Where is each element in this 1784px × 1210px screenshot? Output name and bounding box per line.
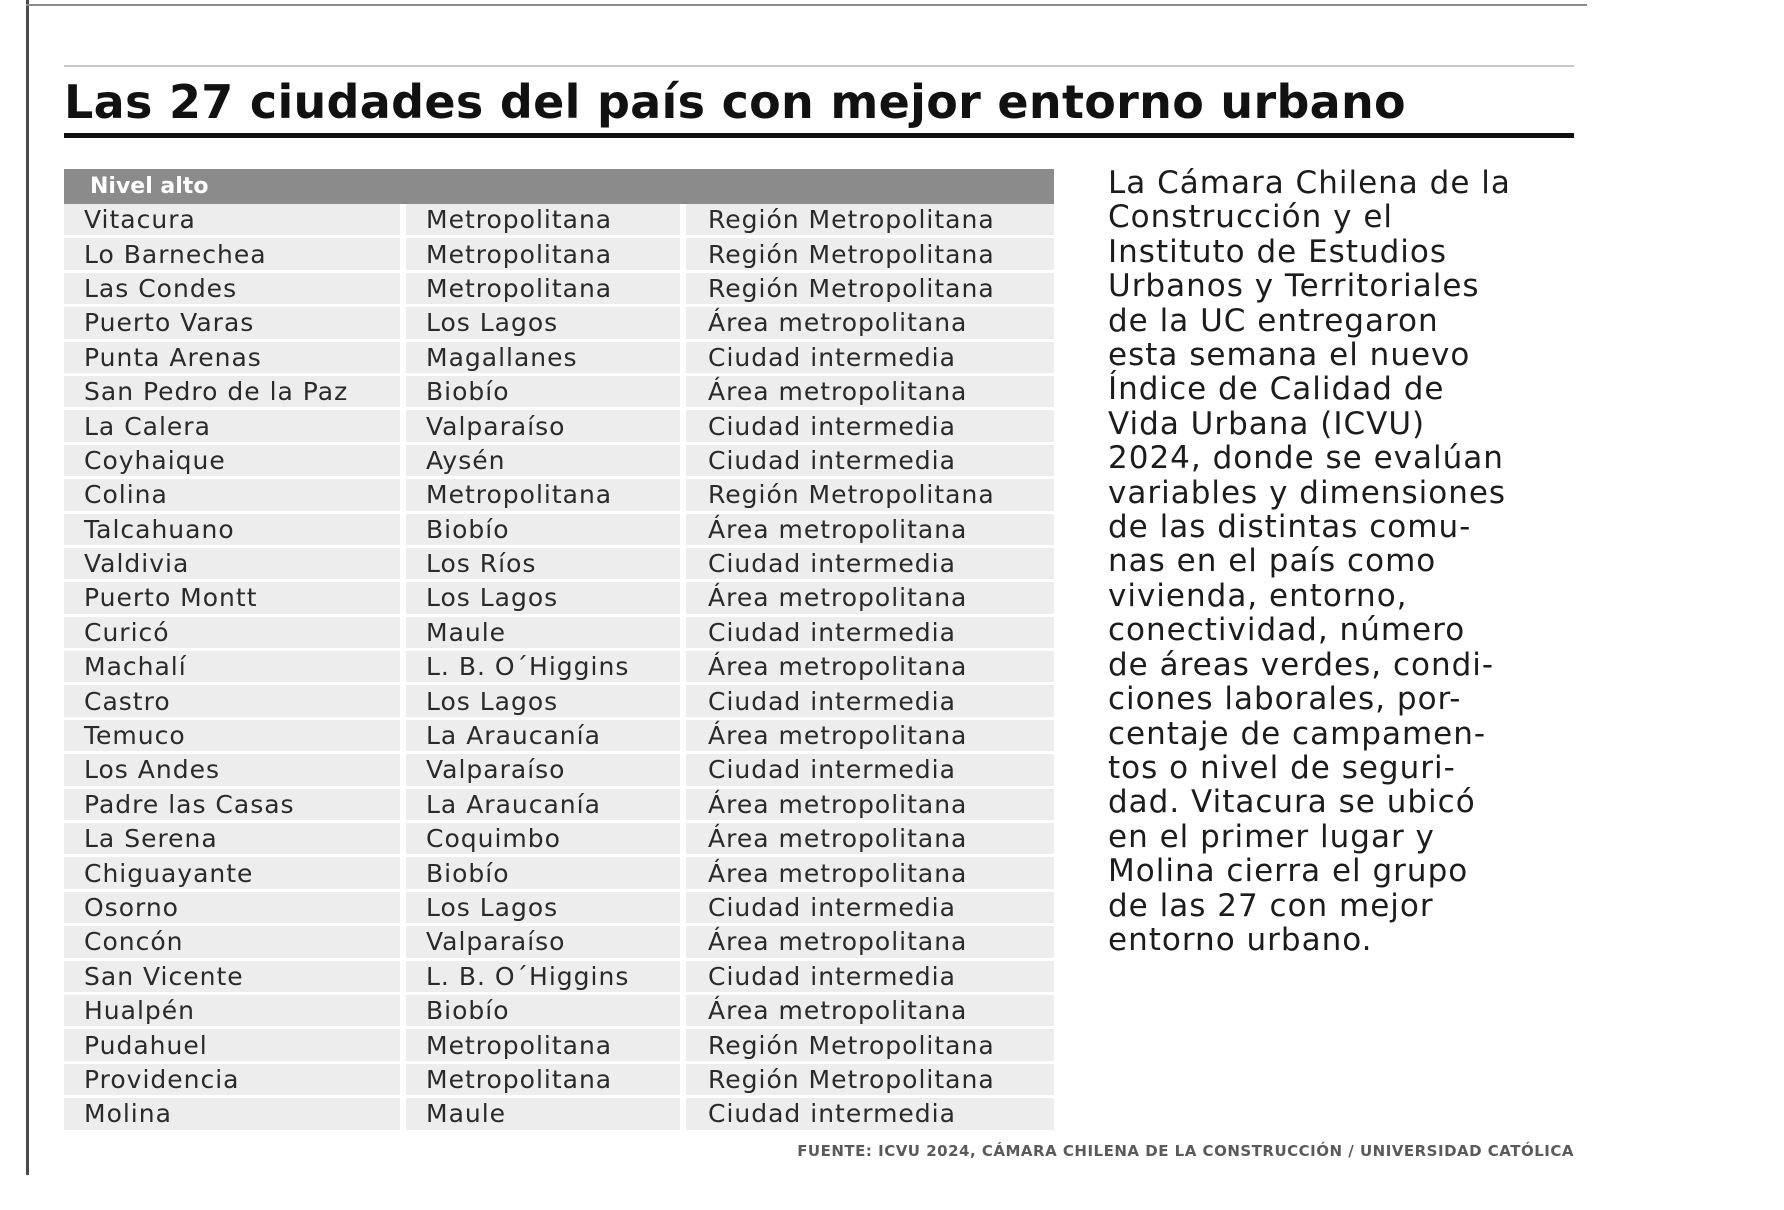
city-cell: La Serena <box>64 823 406 857</box>
category-cell: Área metropolitana <box>686 789 1054 823</box>
title-underline <box>64 133 1574 138</box>
city-cell: Talcahuano <box>64 514 406 548</box>
category-cell: Ciudad intermedia <box>686 342 1054 376</box>
category-cell: Área metropolitana <box>686 376 1054 410</box>
region-cell: Los Ríos <box>406 548 686 582</box>
region-cell: Maule <box>406 1098 686 1132</box>
region-cell: Los Lagos <box>406 582 686 616</box>
article-text: La Cámara Chilena de la Construcción y el Instituto de Estudios Urbanos y Territoriales de la UC entregaron esta semana el nuevo Índice de Calidad de Vida Urbana (ICVU) 2024, donde se evalúan variables y dimensiones de las distintas comu- nas en el país como vivienda, entorno, conectividad, número de áreas verdes, condi- ciones laborales, por- centaje de campamen- tos o nivel de seguri- dad. Vitacura se ubicó en el primer lugar y Molina cierra el grupo de las 27 con mejor entorno urbano. <box>1108 165 1511 958</box>
table-row <box>64 514 1054 548</box>
category-cell: Área metropolitana <box>686 582 1054 616</box>
table-row <box>64 892 1054 926</box>
category-cell: Región Metropolitana <box>686 1029 1054 1063</box>
city-cell: La Calera <box>64 410 406 444</box>
category-cell: Ciudad intermedia <box>686 617 1054 651</box>
category-cell: Área metropolitana <box>686 926 1054 960</box>
page-title: Las 27 ciudades del país con mejor entorno urbano <box>64 75 1406 129</box>
city-cell: Osorno <box>64 892 406 926</box>
table-row <box>64 410 1054 444</box>
category-cell: Región Metropolitana <box>686 238 1054 272</box>
region-cell: Biobío <box>406 995 686 1029</box>
category-cell: Área metropolitana <box>686 307 1054 341</box>
region-cell: Metropolitana <box>406 238 686 272</box>
table-row <box>64 238 1054 272</box>
city-cell: Vitacura <box>64 204 406 238</box>
city-cell: Providencia <box>64 1064 406 1098</box>
city-cell: Colina <box>64 479 406 513</box>
category-cell: Área metropolitana <box>686 823 1054 857</box>
category-cell: Región Metropolitana <box>686 1064 1054 1098</box>
region-cell: Los Lagos <box>406 685 686 719</box>
category-cell: Área metropolitana <box>686 857 1054 891</box>
category-cell: Región Metropolitana <box>686 479 1054 513</box>
city-cell: Machalí <box>64 651 406 685</box>
city-cell: Chiguayante <box>64 857 406 891</box>
region-cell: Metropolitana <box>406 479 686 513</box>
region-cell: Metropolitana <box>406 273 686 307</box>
top-border-rule <box>26 4 1587 6</box>
table-row <box>64 754 1054 788</box>
table-row <box>64 926 1054 960</box>
city-cell: Concón <box>64 926 406 960</box>
table-header-nivel-alto: Nivel alto <box>64 169 1054 204</box>
region-cell: Metropolitana <box>406 204 686 238</box>
city-cell: Puerto Montt <box>64 582 406 616</box>
table-row <box>64 342 1054 376</box>
category-cell: Ciudad intermedia <box>686 445 1054 479</box>
category-cell: Ciudad intermedia <box>686 961 1054 995</box>
table-row <box>64 789 1054 823</box>
table-row <box>64 273 1054 307</box>
region-cell: Biobío <box>406 376 686 410</box>
city-cell: Las Condes <box>64 273 406 307</box>
region-cell: Valparaíso <box>406 926 686 960</box>
city-cell: Puerto Varas <box>64 307 406 341</box>
category-cell: Región Metropolitana <box>686 204 1054 238</box>
city-cell: Curicó <box>64 617 406 651</box>
table-row <box>64 582 1054 616</box>
region-cell: La Araucanía <box>406 789 686 823</box>
region-cell: Los Lagos <box>406 892 686 926</box>
city-cell: Valdivia <box>64 548 406 582</box>
region-cell: Aysén <box>406 445 686 479</box>
source-credit: FUENTE: ICVU 2024, CÁMARA CHILENA DE LA CONSTRUCCIÓN / UNIVERSIDAD CATÓLICA <box>797 1142 1574 1160</box>
region-cell: Valparaíso <box>406 754 686 788</box>
region-cell: Biobío <box>406 857 686 891</box>
city-cell: Los Andes <box>64 754 406 788</box>
city-cell: Hualpén <box>64 995 406 1029</box>
city-cell: Pudahuel <box>64 1029 406 1063</box>
region-cell: Biobío <box>406 514 686 548</box>
city-cell: San Pedro de la Paz <box>64 376 406 410</box>
city-cell: Molina <box>64 1098 406 1132</box>
category-cell: Área metropolitana <box>686 720 1054 754</box>
region-cell: Maule <box>406 617 686 651</box>
region-cell: L. B. O´Higgins <box>406 651 686 685</box>
region-cell: Metropolitana <box>406 1064 686 1098</box>
city-cell: Castro <box>64 685 406 719</box>
category-cell: Ciudad intermedia <box>686 410 1054 444</box>
table-row <box>64 823 1054 857</box>
city-cell: Coyhaique <box>64 445 406 479</box>
table-row <box>64 548 1054 582</box>
region-cell: L. B. O´Higgins <box>406 961 686 995</box>
table-row <box>64 1029 1054 1063</box>
table-row <box>64 376 1054 410</box>
category-cell: Ciudad intermedia <box>686 548 1054 582</box>
table-row <box>64 1064 1054 1098</box>
table-row <box>64 857 1054 891</box>
table-row <box>64 1098 1054 1132</box>
city-cell: Temuco <box>64 720 406 754</box>
region-cell: La Araucanía <box>406 720 686 754</box>
table-row <box>64 720 1054 754</box>
left-border-rule <box>26 0 29 1175</box>
table-row <box>64 995 1054 1029</box>
category-cell: Ciudad intermedia <box>686 754 1054 788</box>
table-row <box>64 651 1054 685</box>
category-cell: Ciudad intermedia <box>686 685 1054 719</box>
table-row <box>64 479 1054 513</box>
title-top-rule <box>64 65 1574 67</box>
city-cell: Lo Barnechea <box>64 238 406 272</box>
table-row <box>64 685 1054 719</box>
category-cell: Área metropolitana <box>686 995 1054 1029</box>
category-cell: Ciudad intermedia <box>686 1098 1054 1132</box>
region-cell: Valparaíso <box>406 410 686 444</box>
city-cell: Punta Arenas <box>64 342 406 376</box>
region-cell: Magallanes <box>406 342 686 376</box>
region-cell: Los Lagos <box>406 307 686 341</box>
category-cell: Área metropolitana <box>686 514 1054 548</box>
category-cell: Área metropolitana <box>686 651 1054 685</box>
table-row <box>64 617 1054 651</box>
table-row <box>64 307 1054 341</box>
table-row <box>64 445 1054 479</box>
city-cell: Padre las Casas <box>64 789 406 823</box>
region-cell: Coquimbo <box>406 823 686 857</box>
table-row <box>64 204 1054 238</box>
cities-table <box>64 169 1054 1133</box>
table-row <box>64 961 1054 995</box>
city-cell: San Vicente <box>64 961 406 995</box>
category-cell: Región Metropolitana <box>686 273 1054 307</box>
table-body <box>64 204 1054 1133</box>
region-cell: Metropolitana <box>406 1029 686 1063</box>
category-cell: Ciudad intermedia <box>686 892 1054 926</box>
